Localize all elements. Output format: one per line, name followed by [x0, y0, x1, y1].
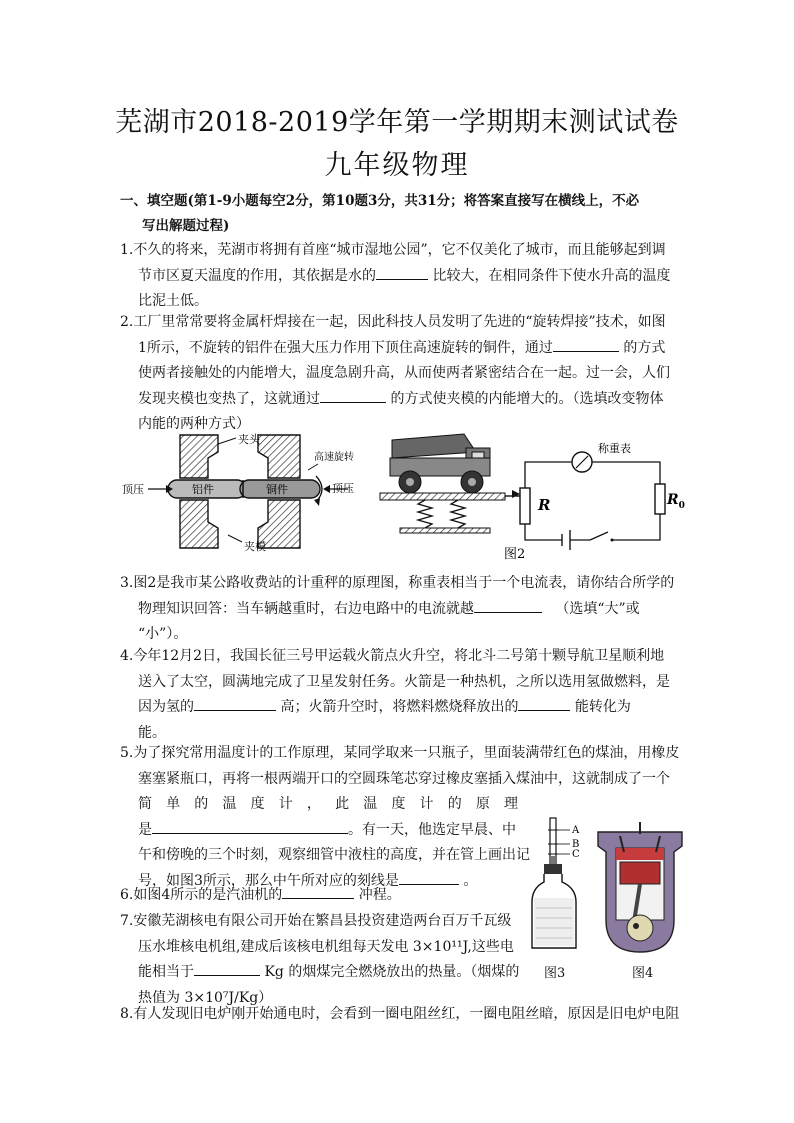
label-jiatou: 夹头	[238, 433, 260, 446]
q5-line-1: 5.为了探究常用温度计的工作原理，某同学取来一只瓶子，里面装满带红色的煤油，用橡皮	[120, 745, 680, 761]
scale-base	[400, 528, 490, 533]
clamp-left-top	[180, 435, 218, 478]
crankshaft	[627, 915, 653, 941]
q7-line-4: 热值为 3×10⁷J/Kg）	[138, 989, 273, 1006]
question-6: 6.如图4所示的是汽油机的 冲程。	[120, 883, 680, 909]
label-aluminum: 铝件	[192, 483, 214, 496]
q5-line-4: 是 。有一天，他选定早晨、中	[120, 818, 680, 844]
resistor-R0	[655, 484, 665, 514]
clamp-left-bottom	[180, 500, 218, 548]
figure-1-welding	[118, 430, 358, 555]
figure-4-caption: 图4	[632, 966, 654, 981]
page-subtitle: 九年级物理	[324, 150, 470, 181]
switch	[590, 532, 608, 540]
q7-line-2: 压水堆核电机组,建成后该核电机组每天发电 3×10¹¹J,这些电	[138, 938, 514, 955]
q2-line-2: 1所示，不旋转的铝件在强大压力作用下顶住高速旋转的铜件，通过 的方式	[120, 336, 680, 362]
resistor-R	[520, 488, 530, 524]
label-press-left: 顶压	[122, 483, 144, 496]
q7-blank[interactable]	[194, 961, 260, 976]
q5-line-3: 简单的温度计，此温度计的原理	[138, 796, 518, 812]
figure-2-scale-circuit	[380, 430, 685, 565]
label-meter: 称重表	[598, 442, 631, 455]
q1-blank[interactable]	[376, 265, 428, 280]
question-4	[120, 644, 680, 746]
section-line-1: 一、填空题(第1-9小题每空2分，第10题3分，共31分；将答案直接写在横线上，不必	[120, 193, 640, 209]
q7-line-3: 能相当于 Kg 的烟煤完全燃烧放出的热量。（烟煤的	[120, 960, 680, 986]
q4-line-1: 4.今年12月2日，我国长征三号甲运载火箭点火升空，将北斗二号第十颗导航卫星顺利地	[120, 648, 665, 664]
label-jiamo: 夹模	[244, 540, 266, 553]
q2-blank-2[interactable]	[320, 388, 386, 403]
q3-blank[interactable]	[474, 598, 542, 613]
q3-line-3: “小”）。	[138, 626, 188, 642]
q2-line-3: 使两者接触处的内能增大，温度急剧升高，从而使两者紧密结合在一起。过一会，人们	[138, 365, 670, 381]
question-8	[120, 1002, 680, 1028]
scale-platform	[380, 493, 505, 500]
q2-line-4: 发现夹模也变热了，这就通过 的方式使夹模的内能增大的。（选填改变物体	[120, 387, 680, 413]
q5-line-2: 塞塞紧瓶口，再将一根两端开口的空圆珠笔芯穿过橡皮塞插入煤油中，这就制成了一个	[138, 770, 670, 787]
figure-3-caption: 图3	[544, 966, 566, 981]
clamp-right-top	[258, 435, 300, 478]
label-R: R	[538, 496, 551, 514]
q7-line-1: 7.安徽芜湖核电有限公司开始在繁昌县投资建造两台百万千瓦级	[120, 913, 512, 929]
q2-line-5: 内能的两种方式）	[138, 416, 250, 432]
q3-line-2: 物理知识回答：当车辆越重时，右边电路中的电流就越 （选填“大”或	[120, 597, 680, 623]
truck-image	[390, 434, 490, 493]
q4-blank-2[interactable]	[518, 696, 570, 711]
q4-line-3: 因为氢的 高；火箭升空时，将燃料燃烧释放出的 能转化为	[120, 695, 680, 721]
q4-blank-1[interactable]	[194, 696, 276, 711]
q5-line-5: 午和傍晚的三个时刻，观察细管中液柱的高度，并在管上画出记	[138, 847, 530, 863]
mark-B: B	[572, 839, 580, 850]
question-3	[120, 571, 680, 648]
question-1	[120, 238, 680, 315]
spring-left	[418, 500, 432, 528]
label-high-speed: 高速旋转	[314, 452, 354, 463]
figure-4-engine	[594, 822, 686, 957]
figure-3-thermometer	[528, 818, 590, 960]
section-line-2: 写出解题过程)	[142, 218, 230, 234]
q1-line-1: 1.不久的将来，芜湖市将拥有首座“城市湿地公园”，它不仅美化了城市，而且能够起到调	[120, 242, 666, 258]
q2-line-1: 2.工厂里常常要将金属杆焊接在一起，因此科技人员发明了先进的“旋转焊接”技术，如图	[120, 314, 666, 330]
q5-blank-1[interactable]	[152, 819, 348, 834]
label-R0: $R_0$	[667, 492, 685, 511]
label-copper: 铜件	[266, 483, 288, 496]
q2-blank-1[interactable]	[553, 337, 619, 352]
page-title: 芜湖市2018-2019学年第一学期期末测试试卷	[115, 107, 679, 138]
spring-right	[451, 500, 465, 528]
section-heading	[120, 189, 680, 239]
q4-line-2: 送入了太空，圆满地完成了卫星发射任务。火箭是一种热机，之所以选用氢做燃料，是	[138, 673, 670, 690]
mark-A: A	[572, 825, 580, 836]
q3-line-1: 3.图2是我市某公路收费站的计重秤的原理图，称重表相当于一个电流表，请你结合所学的	[120, 575, 675, 591]
q4-line-4: 能。	[138, 724, 166, 741]
q6-blank[interactable]	[282, 884, 354, 899]
piston	[620, 862, 660, 884]
figure-2-caption: 图2	[504, 547, 526, 562]
question-2	[120, 310, 680, 438]
mark-C: C	[572, 849, 580, 860]
q1-line-3: 比泥土低。	[138, 293, 208, 309]
rubber-stopper	[544, 864, 562, 874]
q5-line-6: 号，如图3所示，那么中午所对应的刻线是 。	[120, 869, 680, 895]
q8-line-1: 8.有人发现旧电炉刚开始通电时，会看到一圈电阻丝红，一圈电阻丝暗，原因是旧电炉电阻	[120, 1006, 680, 1022]
q1-line-2: 节市区夏天温度的作用，其依据是水的 比较大，在相同条件下使水升高的温度	[120, 264, 680, 290]
label-press-right: 顶压	[332, 482, 354, 495]
